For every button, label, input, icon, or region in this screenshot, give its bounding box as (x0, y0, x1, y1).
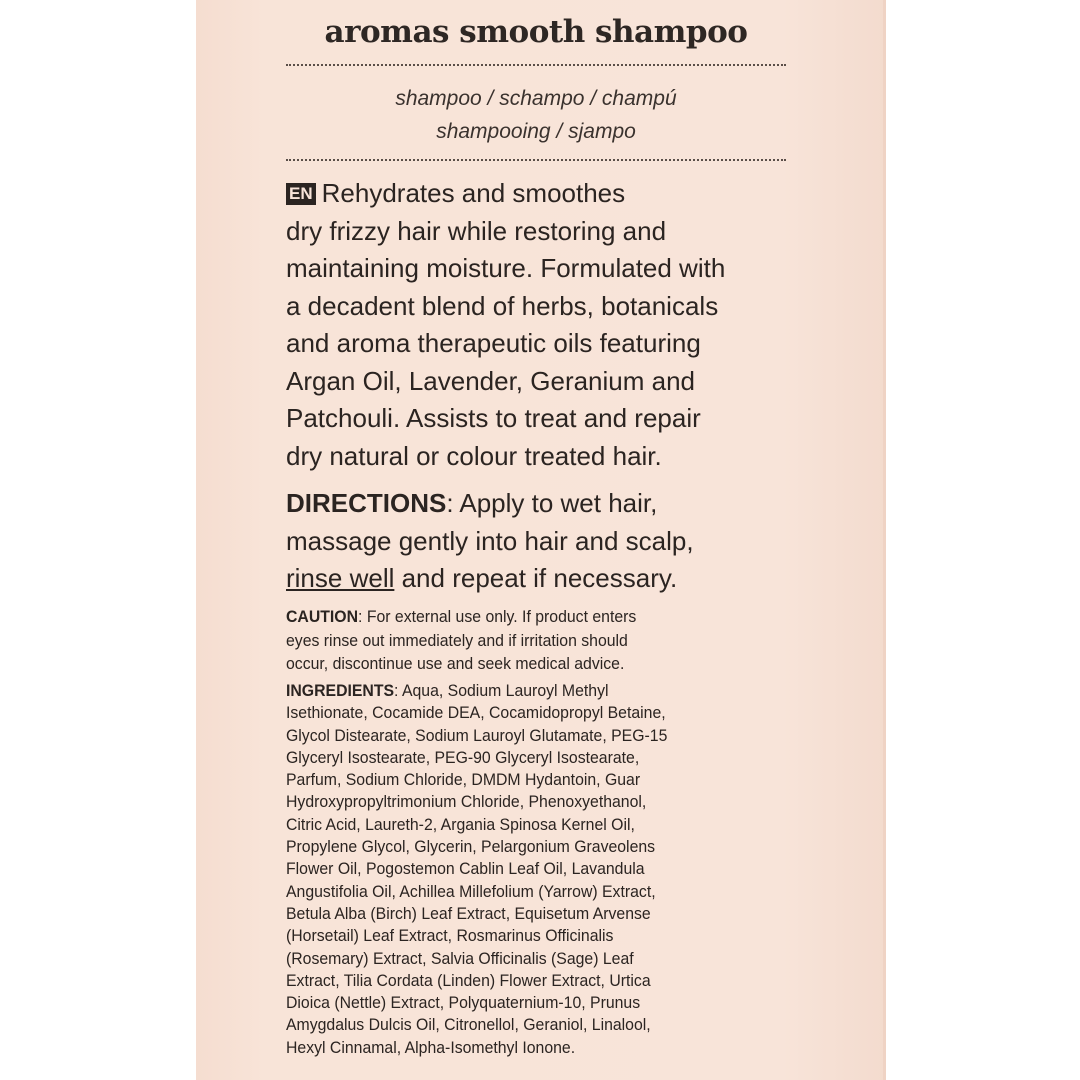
ingredients-line: Hydroxypropyltrimonium Chloride, Phenoxyethanol, (286, 792, 647, 812)
description-block (286, 175, 796, 475)
caution-line: occur, discontinue use and seek medical advice. (286, 654, 625, 673)
description-line (286, 175, 796, 213)
dotted-divider-bottom (286, 159, 786, 161)
language-badge: EN (286, 183, 316, 205)
directions-line (286, 485, 796, 523)
directions-heading: DIRECTIONS (286, 488, 447, 518)
description-first-line: Rehydrates and smoothes (321, 178, 626, 208)
ingredients-line (286, 680, 760, 702)
ingredients-line: Hexyl Cinnamal, Alpha-Isomethyl Ionone. (286, 1037, 576, 1057)
ingredients-line: (Horsetail) Leaf Extract, Rosmarinus Officinalis (286, 926, 614, 946)
ingredients-heading: INGREDIENTS (286, 681, 395, 700)
description-line: Argan Oil, Lavender, Geranium and (286, 365, 696, 396)
dotted-divider-top (286, 64, 786, 66)
description-line: and aroma therapeutic oils featuring (286, 328, 701, 358)
directions-line: massage gently into hair and scalp, (286, 525, 694, 556)
description-line: Patchouli. Assists to treat and repair (286, 403, 701, 433)
ingredients-line: Parfum, Sodium Chloride, DMDM Hydantoin, Guar (286, 770, 641, 790)
translation-line: shampooing / sjampo (436, 120, 636, 143)
ingredients-line: Dioica (Nettle) Extract, Polyquaternium-10, Prunus (286, 993, 641, 1013)
product-type-translations (286, 82, 786, 148)
caution-heading: CAUTION (286, 607, 359, 626)
caution-text: : For external use only. If product enters (358, 607, 637, 626)
ingredients-block (286, 680, 760, 1059)
directions-text: and repeat if necessary. (394, 563, 678, 593)
ingredients-line: Extract, Tilia Cordata (Linden) Flower Extract, Urtica (286, 970, 651, 990)
ingredients-line: Flower Oil, Pogostemon Cablin Leaf Oil, Lavandula (286, 859, 645, 879)
ingredients-line: Citric Acid, Laureth-2, Argania Spinosa Kernel Oil, (286, 814, 635, 834)
ingredients-line: Amygdalus Dulcis Oil, Citronellol, Geraniol, Linalool, (286, 1015, 651, 1035)
caution-line: eyes rinse out immediately and if irritation should (286, 630, 628, 650)
ingredients-line: Glycol Distearate, Sodium Lauroyl Glutamate, PEG-15 (286, 725, 668, 745)
ingredients-text: : Aqua, Sodium Lauroyl Methyl (394, 681, 609, 700)
directions-line (286, 560, 796, 598)
ingredients-line: (Rosemary) Extract, Salvia Officinalis (Sage) Leaf (286, 948, 634, 968)
caution-block (286, 605, 760, 676)
translation-line: shampoo / schampo / champú (395, 87, 677, 110)
rinse-well-underlined: rinse well (286, 563, 395, 593)
product-title: aromas smooth shampoo (324, 14, 748, 50)
caution-line (286, 605, 760, 629)
ingredients-line: Isethionate, Cocamide DEA, Cocamidopropyl Betaine, (286, 703, 666, 723)
product-label (196, 0, 886, 1080)
description-line: a decadent blend of herbs, botanicals (286, 290, 719, 321)
description-line: dry natural or colour treated hair. (286, 440, 662, 471)
directions-block (286, 485, 796, 598)
ingredients-line: Angustifolia Oil, Achillea Millefolium (Yarrow) Extract, (286, 881, 656, 901)
description-line: dry frizzy hair while restoring and (286, 215, 667, 246)
ingredients-line: Betula Alba (Birch) Leaf Extract, Equisetum Arvense (286, 903, 651, 923)
ingredients-line: Propylene Glycol, Glycerin, Pelargonium Graveolens (286, 837, 656, 857)
directions-text: : Apply to wet hair, (446, 488, 658, 518)
description-line: maintaining moisture. Formulated with (286, 253, 726, 283)
ingredients-line: Glyceryl Isostearate, PEG-90 Glyceryl Isostearate, (286, 747, 640, 767)
